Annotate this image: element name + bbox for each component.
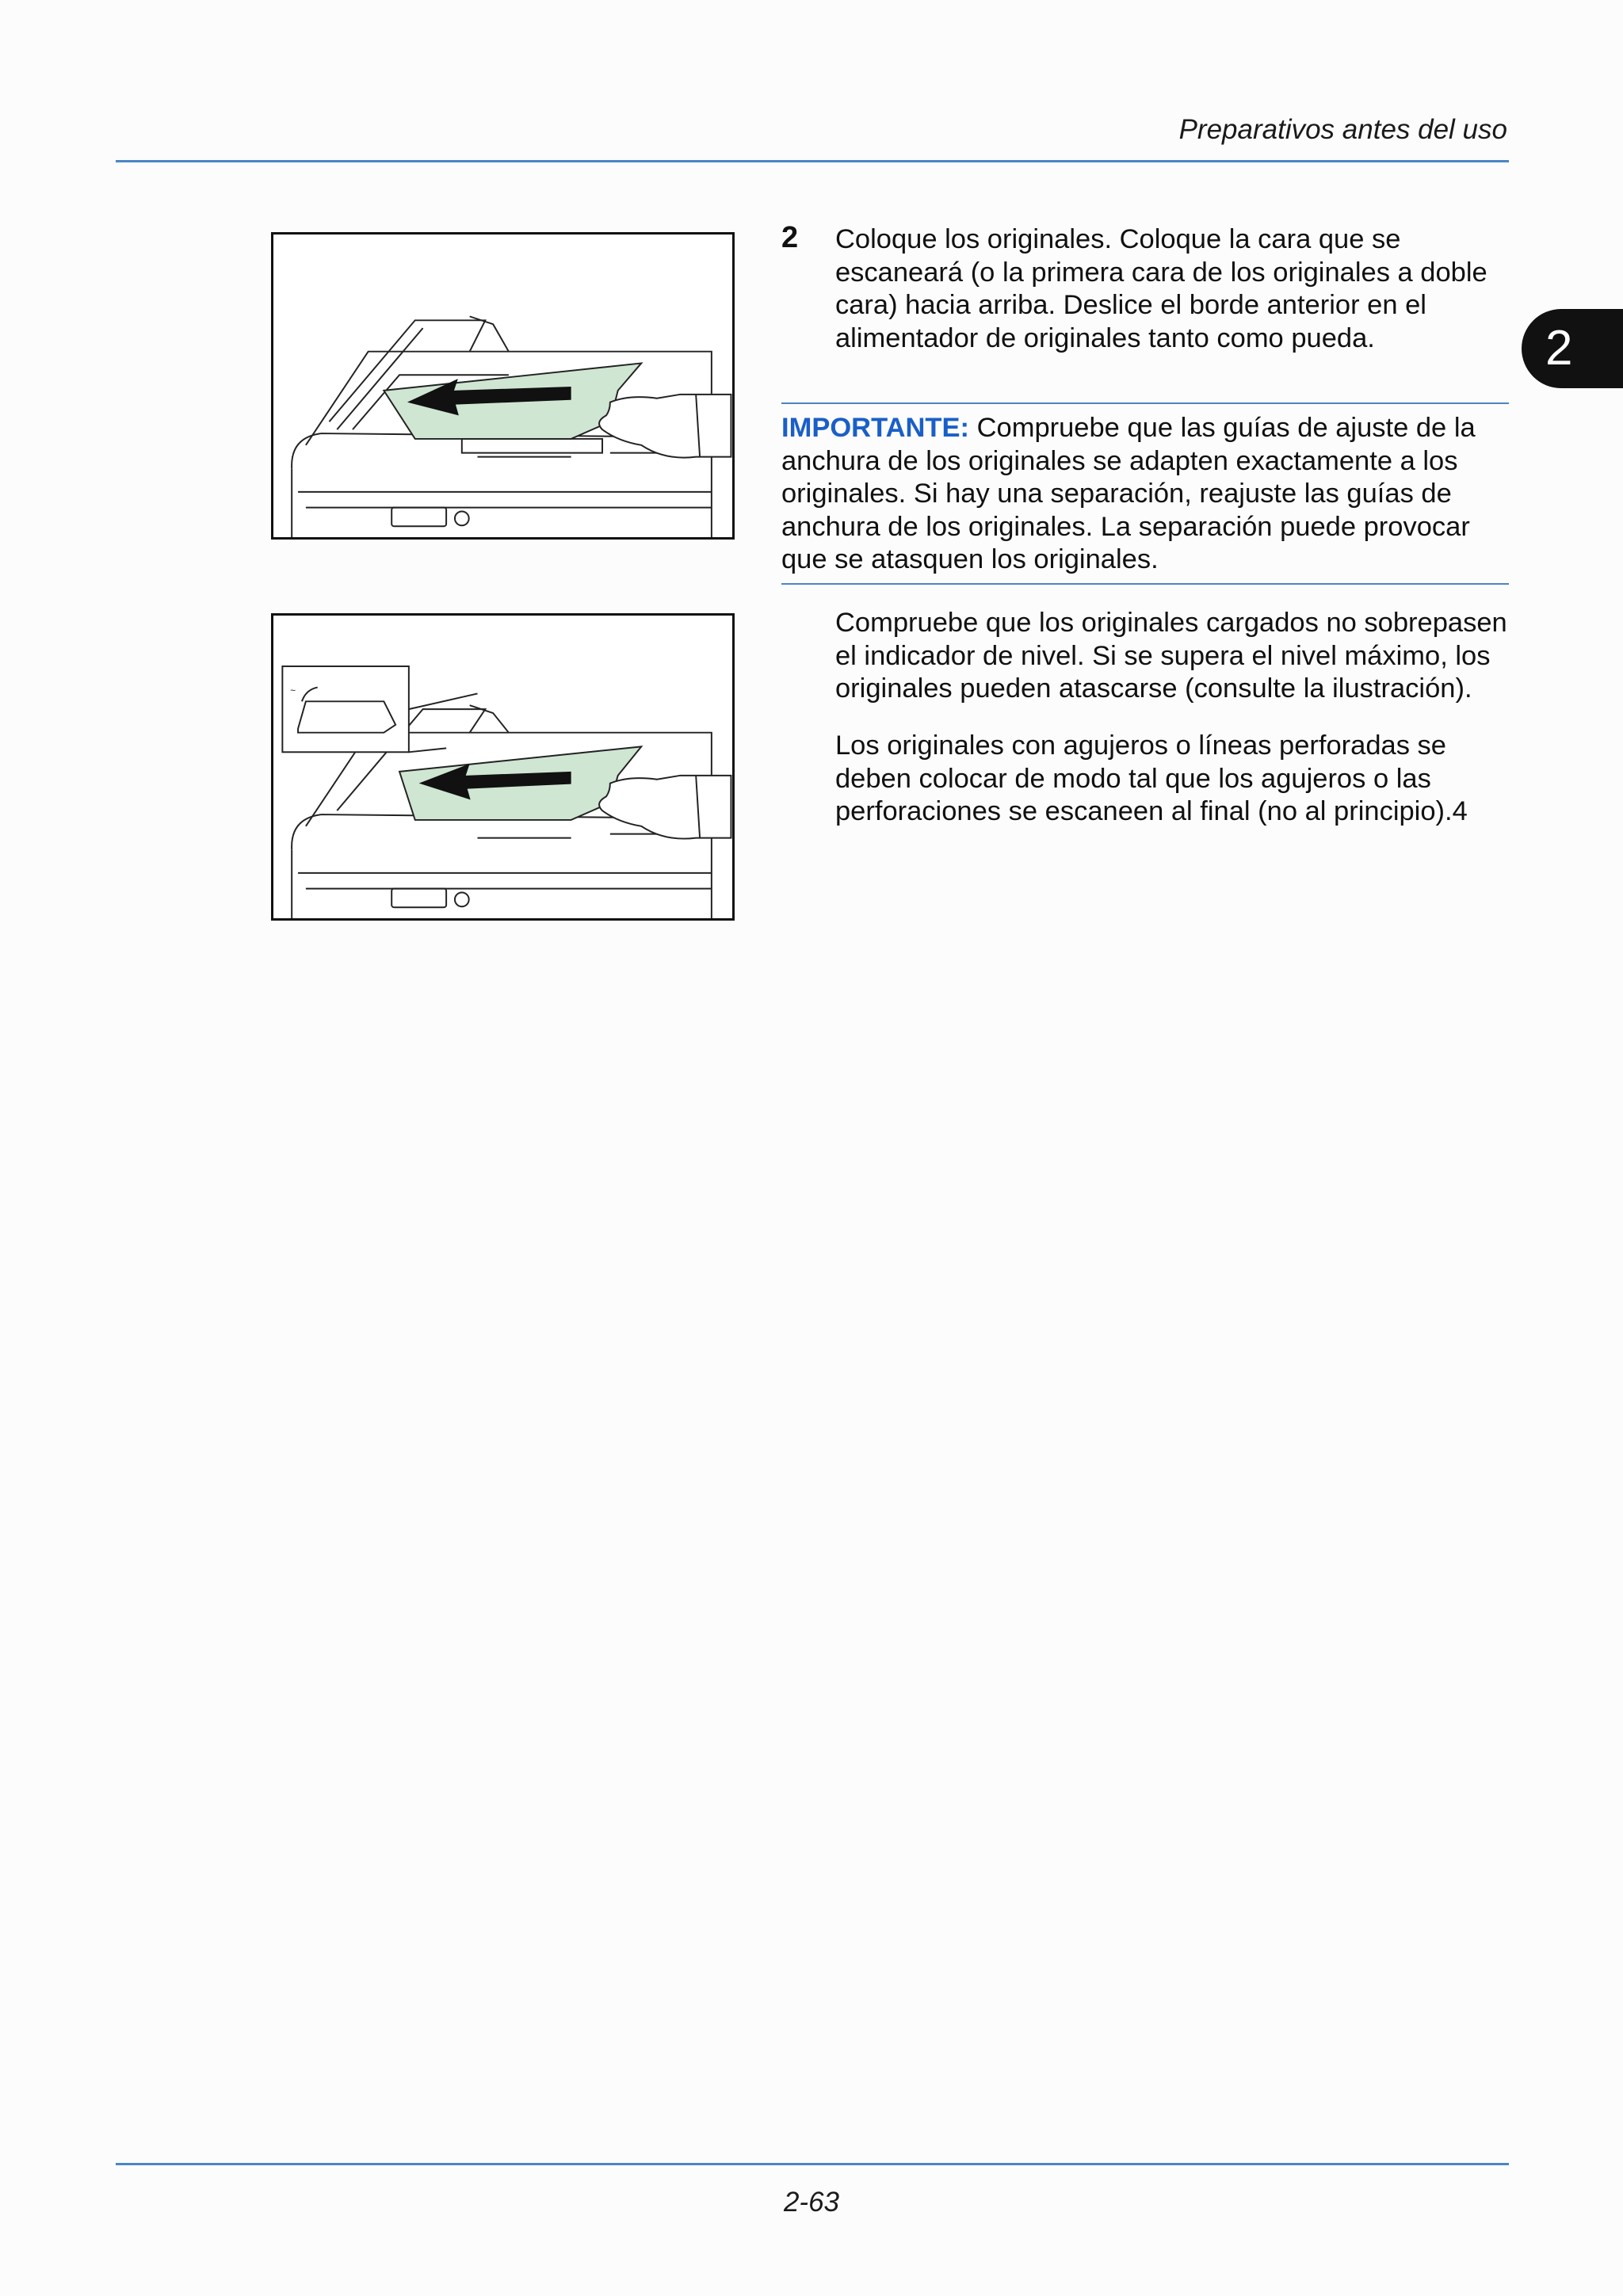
important-note xyxy=(781,412,1509,577)
important-bottom-rule xyxy=(781,583,1509,585)
punched-holes-note: Los originales con agujeros o líneas perforadas se deben colocar de modo tal que los agujeros o las perforaciones se escaneen al final (no al principio).4 xyxy=(835,730,1468,826)
running-header: Preparativos antes del uso xyxy=(1178,114,1507,145)
footer-rule xyxy=(116,2163,1509,2165)
important-label: IMPORTANTE: xyxy=(781,413,970,443)
copier-level-indicator-illustration xyxy=(271,613,735,921)
step-instruction: Coloque los originales. Coloque la cara que se escaneará (o la primera cara de los originales a doble cara) hacia arriba. Deslice el borde anterior en el alimentador de originales tanto como pueda. xyxy=(835,224,1487,353)
important-top-rule xyxy=(781,402,1509,404)
step-number: 2 xyxy=(781,221,799,254)
svg-text:~: ~ xyxy=(290,685,296,696)
chapter-tab[interactable]: 2 xyxy=(1522,309,1623,388)
level-indicator-note: Compruebe que los originales cargados no sobrepasen el indicador de nivel. Si se supera el nivel máximo, los originales pueden atascarse (consulte la ilustración). xyxy=(835,608,1507,704)
copier-feeding-illustration xyxy=(271,232,735,540)
important-text: Compruebe que las guías de ajuste de la anchura de los originales se adapten exactamente a los originales. Si hay una separación, reajuste las guías de anchura de los originales. La separación puede provocar que se atasquen los originales. xyxy=(781,413,1476,574)
header-rule xyxy=(116,160,1509,162)
page-number: 2-63 xyxy=(783,2187,840,2218)
